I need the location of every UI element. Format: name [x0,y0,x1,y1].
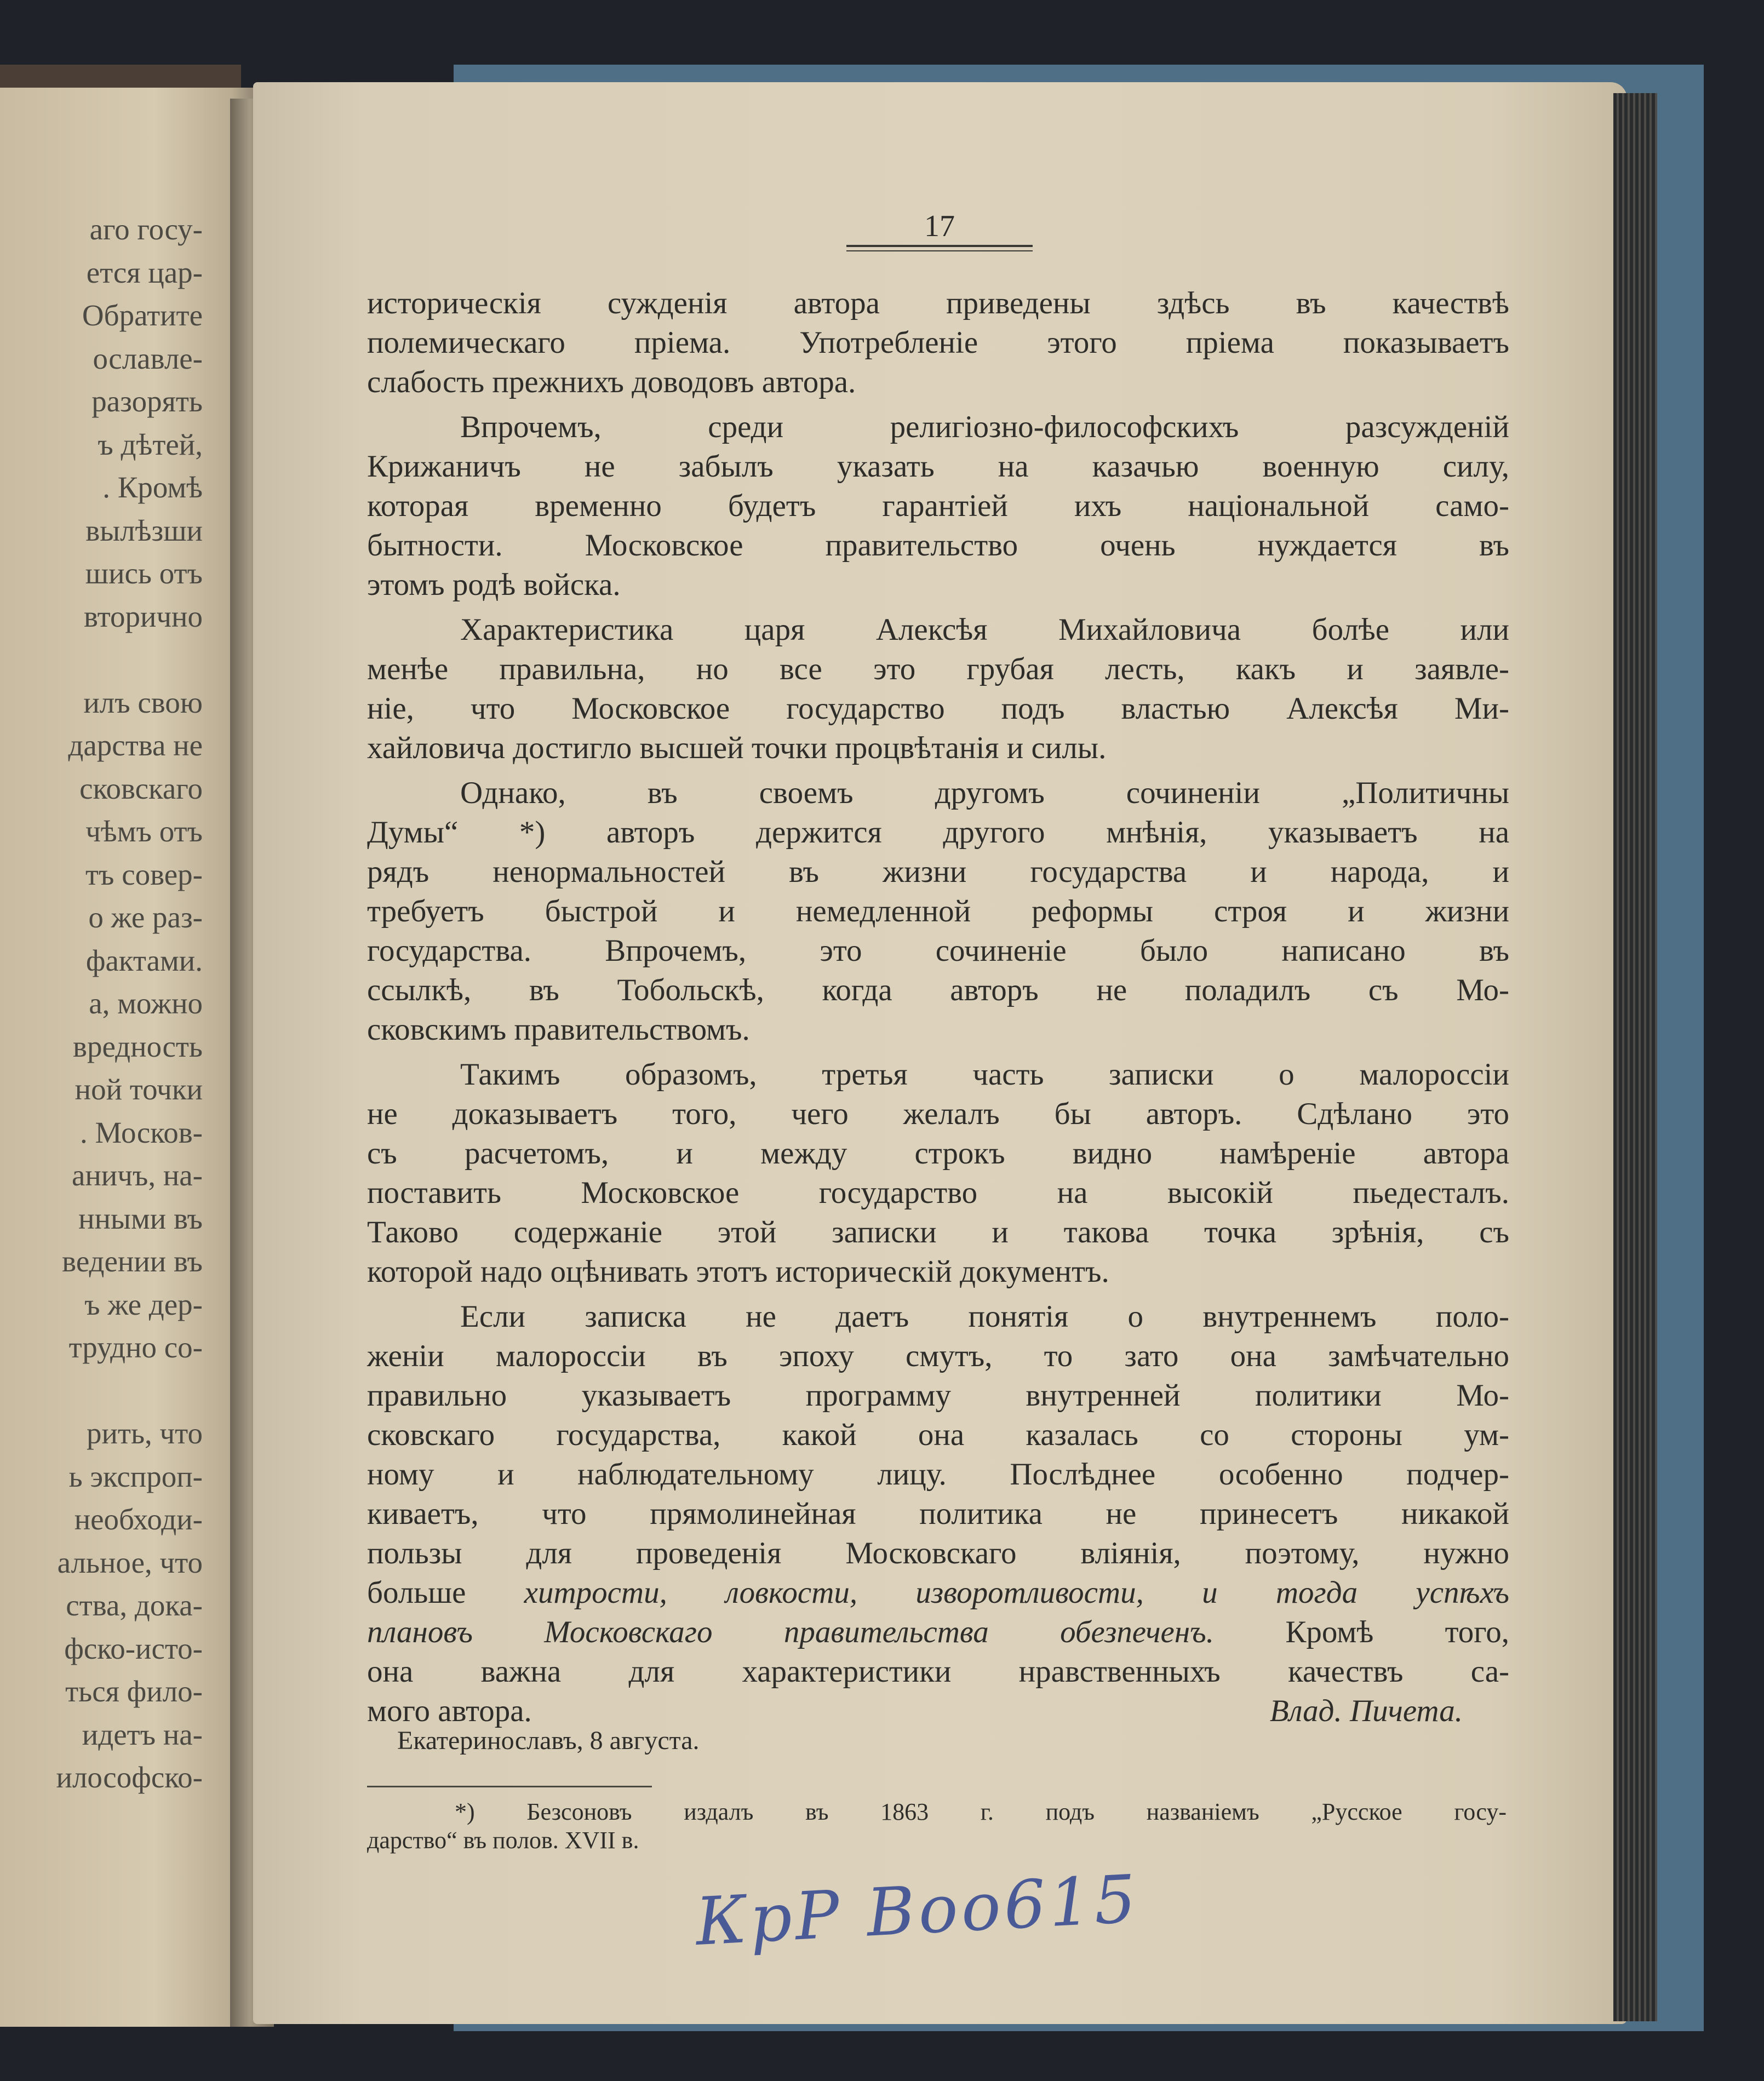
page-number-rule [846,250,1033,251]
left-page-line: ь экспроп- [68,1459,203,1493]
text-line: бытности. Московское правительство очень нуждается въ [367,528,1509,563]
text-line: которая временно будетъ гарантіей ихъ національной само- [367,489,1509,523]
text-line: пользы для проведенія Московскаго вліянія, поэтому, нужно [367,1536,1509,1570]
text-line: Крижаничъ не забылъ указать на казачью военную силу, [367,449,1509,484]
text-line: съ расчетомъ, и между строкъ видно намѣреніе автора [367,1136,1509,1171]
left-page-line: Обратите [82,299,203,332]
left-page-line: вторично [84,599,203,633]
text-line: Однако, въ своемъ другомъ сочиненіи „Политичны [460,776,1509,810]
text-line: не доказываетъ того, чего желалъ бы авторъ. Сдѣлано это [367,1097,1509,1131]
handwritten-shelfmark: КрР Воо615 [694,1861,1141,1960]
text-line: киваетъ, что прямолинейная политика не принесетъ никакой [367,1497,1509,1531]
page-number: 17 [924,209,955,243]
left-page-line: . Кромѣ [102,471,203,504]
left-page-line: необходи- [74,1503,203,1536]
left-page-text-column [5,208,203,1799]
text-run: Кромѣ того, [1213,1615,1510,1649]
left-page-line: ства, дока- [66,1589,203,1622]
page-number-rule [846,245,1033,247]
paragraph-gap [367,768,1509,773]
left-page-line: фско-исто- [64,1631,203,1665]
paragraph [367,1297,1509,1573]
left-page-line [5,1369,203,1413]
text-line: поставить Московское государство на высокій пьедесталъ. [367,1176,1509,1210]
left-page-line: дарства не [68,729,203,762]
text-line: сковскаго государства, какой она казалась со стороны ум- [367,1418,1509,1452]
left-page-line: а, можно [89,987,203,1020]
left-page-line: ется цар- [86,255,203,289]
left-page-line: разорять [91,385,203,418]
left-page-line: шись отъ [85,557,203,590]
left-page-line: ться фило- [65,1675,203,1708]
page-body-text [367,284,1509,1731]
text-line: сковскимъ правительствомъ. [367,1012,750,1047]
text-line: полемическаго пріема. Употребленіе этого пріема показываетъ [367,325,1509,360]
left-page-line: фактами. [85,943,203,977]
text-line: этомъ родѣ войска. [367,567,621,602]
text-run: больше [367,1575,524,1610]
author-signature: Влад. Пичета. [1269,1694,1463,1728]
text-line: ссылкѣ, въ Тобольскѣ, когда авторъ не поладилъ съ Мо- [367,973,1509,1007]
text-line: рядъ ненормальностей въ жизни государства и народа, и [367,855,1509,889]
paragraph-gap [367,402,1509,408]
text-line: Характеристика царя Алексѣя Михайловича болѣе или [460,612,1509,647]
paragraph-gap [367,605,1509,610]
text-line: хайловича достигло высшей точки процвѣтанія и силы. [367,731,1107,765]
text-line: Если записка не даетъ понятія о внутреннемъ поло- [460,1299,1509,1334]
text-line: Думы“ *) авторъ держится другого мнѣнія, указываетъ на [367,815,1509,850]
text-line: ніе, что Московское государство подъ властью Алексѣя Ми- [367,691,1509,726]
left-page-line: ведении въ [62,1245,203,1278]
footnote [367,1798,1507,1855]
left-page-line: рить, что [86,1417,203,1450]
paragraph [367,610,1509,768]
text-line: ному и наблюдательному лицу. Послѣднее особенно подчер- [367,1457,1509,1492]
text-line [367,1613,1509,1652]
footnote-rule [367,1786,652,1787]
left-page-line: альное, что [57,1545,203,1579]
text-line: менѣе правильна, но все это грубая лесть, какъ и заявле- [367,652,1509,686]
text-line: Таково содержаніе этой записки и такова точка зрѣнія, съ [367,1215,1509,1249]
text-line: женіи малороссіи въ эпоху смутъ, то зато она замѣчательно [367,1339,1509,1373]
left-page-line: илософско- [56,1761,203,1794]
paragraph-list [367,284,1509,1573]
text-line: которой надо оцѣнивать этотъ историческій документъ. [367,1254,1109,1289]
place-and-date: Екатеринославъ, 8 августа. [397,1726,700,1755]
left-page-line: аничъ, на- [71,1159,203,1192]
text-line: государства. Впрочемъ, это сочиненіе было написано въ [367,933,1509,968]
paragraph [367,1055,1509,1292]
italic-text-run: плановъ Московскаго правительства обезпеченъ. [367,1615,1214,1649]
paragraph [367,284,1509,402]
paragraph [367,773,1509,1050]
text-line: слабость прежнихъ доводовъ автора. [367,365,856,399]
text-line: требуетъ быстрой и немедленной реформы строя и жизни [367,894,1509,928]
paragraph-gap [367,1292,1509,1297]
left-page-line: ъ же дер- [84,1287,203,1321]
left-page-line: трудно со- [68,1331,203,1364]
left-page-line: ъ дѣтей, [98,427,203,461]
paragraph-gap [367,1050,1509,1055]
footnote-line: *) Безсоновъ издалъ въ 1863 г. подъ названіемъ „Русское госу- [455,1798,1507,1825]
closing-paragraph [367,1573,1509,1731]
left-page-line: ной точки [75,1073,203,1106]
text-line: Такимъ образомъ, третья часть записки о малороссіи [460,1057,1509,1092]
paragraph [367,408,1509,605]
text-run: мого автора. [367,1694,532,1728]
left-page-line: илъ свою [83,685,203,719]
text-line: историческія сужденія автора приведены здѣсь въ качествѣ [367,286,1509,320]
left-page-line: ославле- [93,341,203,375]
page-edges [1613,93,1657,2021]
left-page-line: сковскаго [79,771,203,805]
left-page-line: аго госу- [89,213,203,246]
left-page-line: идетъ на- [82,1717,203,1751]
text-line: она важна для характеристики нравственныхъ качествъ са- [367,1654,1509,1689]
text-line [367,1573,1509,1613]
left-page-line: вредность [73,1029,203,1063]
footnote-line: дарство“ въ полов. XVII в. [367,1827,639,1854]
left-page-line [5,638,203,681]
left-page-line: нными въ [78,1201,203,1235]
left-page-line: . Москов- [79,1115,203,1149]
italic-text-run: хитрости, ловкости, изворотливости, и тогда успѣхъ [524,1575,1509,1610]
left-page-line: чѣмъ отъ [85,815,203,848]
left-page-line: тъ совер- [85,857,203,891]
left-page-line: о же раз- [88,901,203,934]
text-line: правильно указываетъ программу внутренней политики Мо- [367,1378,1509,1413]
left-page-line: вылѣзши [85,513,203,547]
text-line: Впрочемъ, среди религіозно-философскихъ разсужденій [460,410,1509,444]
